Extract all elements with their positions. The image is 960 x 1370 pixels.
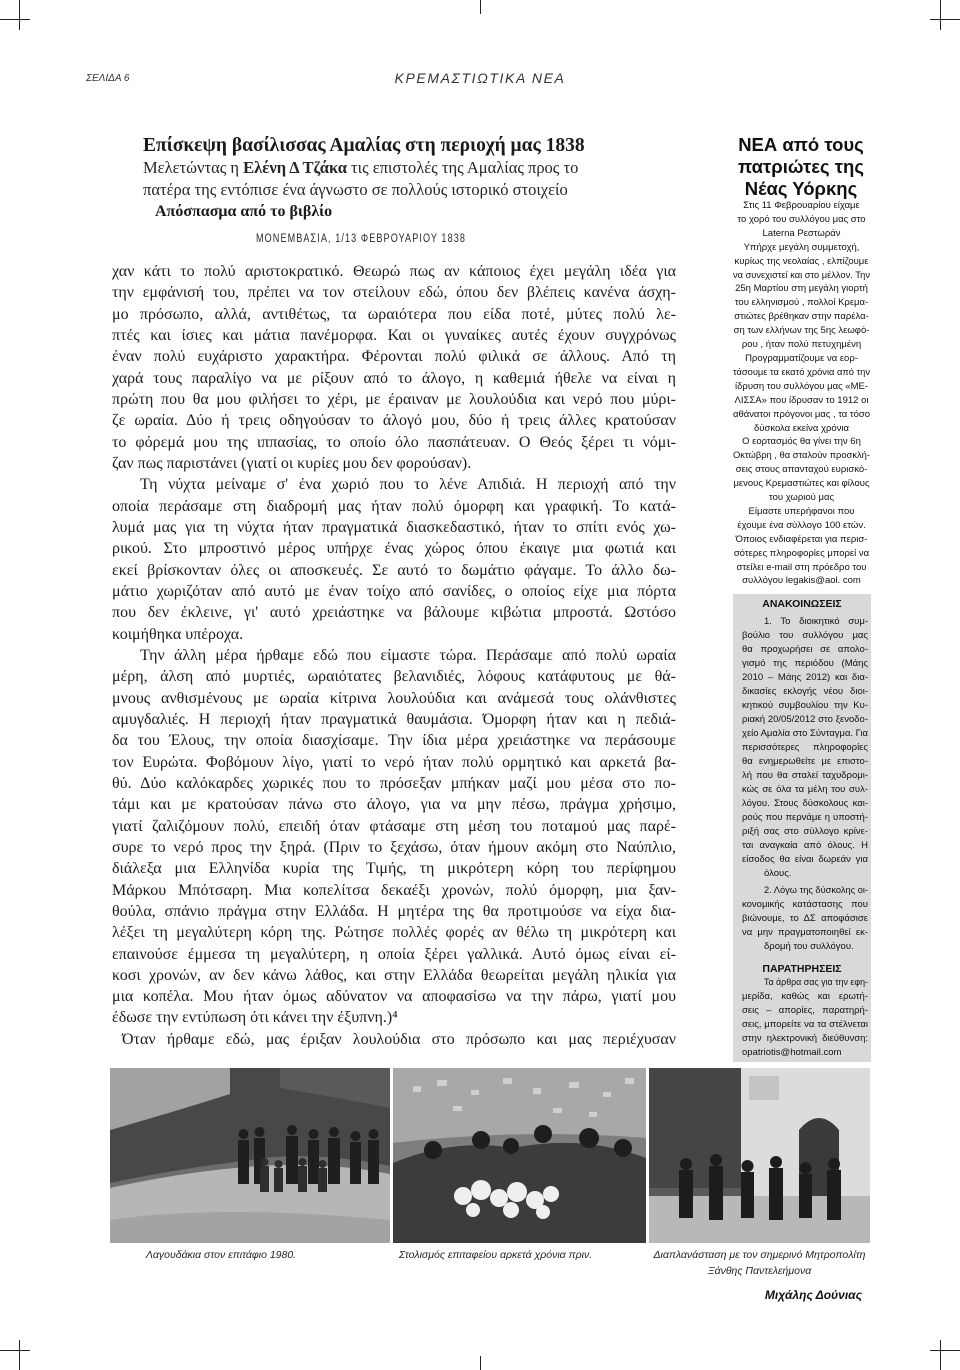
article-body-line: χαρά τους παραλίγο να με ρίξουν από το άλογο, η καθεμιά ήθελε να είναι η [112,369,676,387]
article-body-line: κοιμήθηκα υπέροχα. [112,625,244,643]
article-body-line: οποία περάσαμε στη διαδρομή μας ήταν πολύ όμορφη και γραφική. Το κατά- [112,497,676,515]
article-body-line: μάτιο χωριζόταν από αυτό με έναν τοίχο από σανίδες, ο οποίος είχε μια πόρτα [112,582,676,600]
crop-mark [940,0,941,30]
announcement-line: κώς σε όλα τα μέλη του συλ- [742,784,868,795]
announcement-line: ται αναγκαία από όλους. Η [742,840,868,851]
article-body-line: διάλεξα μια Ελληνίδα κυρία της Τιμής, τη μικρότερη κόρη του περίφημου [112,860,676,878]
news-line: αθάνατοι πρόγονοι μας , τα τόσο [733,408,871,420]
article-body-line: γιατί ζαλιζόμουν πολύ, επειδή όταν φτάσαμε στη μέση του ποταμού μας παρέ- [112,817,677,835]
crop-mark [19,1340,20,1370]
article-body-line: μέρη, άλση από μυρτιές, ωραιότατες βελανιδιές, λόφους κατάφυτους με θά- [112,668,676,686]
article-body-line: την εμφάνισή του, πρέπει να τον στείλουν εδώ, όπου δεν βλέπεις κανένα άσχη- [112,284,677,302]
page-number: ΣΕΛΙΔΑ 6 [86,73,130,84]
news-line: Είμαστε υπερήφανοι που [748,505,855,517]
news-line: μενους Κρεμαστιώτες και φίλους [733,478,870,490]
intro-suffix: τις επιστολές της Αμαλίας προς το [346,158,579,177]
announcement-line: περισσότερες πληροφορίες [742,742,868,753]
news-line: συλλόγου legakis@aol. com [742,575,861,587]
article-body-line: ζε ωραία. Δύο ή τρεις οδηγούσαν το άλογό μου, δύο ή τρεις άλλες κρατούσαν [112,412,676,430]
remarks-line: Τα άρθρα σας για την εφη- [764,977,868,988]
article-body-line: τάμι και με κρατούσαν πάνω στο άλογο, για να μην πέσω, πράγμα χρήσιμο, [112,796,677,814]
sidebar-news [733,199,870,588]
article-body-line: έδωσε την εντύπωση ότι κάνει την έξυπνη.)⁴ [112,1009,398,1027]
article-body-line: το φόρεμά μου της ιππασίας, το οποίο όλο πασπάτευαν. Ο Θεός ξέρει τι νόμι- [112,433,676,451]
photo-church-blessing-image [649,1068,870,1243]
announcement-line: κονομικής κατάστασης που [742,899,868,910]
announcement-item [742,615,868,881]
article-body-line: έναν πολύ ευχάριστο χαρακτήρα. Φέρονται πολύ φιλικά σε άλλους. Από τη [112,348,676,366]
article-body-line: πρώτη που θα μου φιλήσει το χέρι, με έραιναν με λουλούδια και νερό που μύρι- [112,390,677,408]
article-intro-line [143,157,635,179]
article-body-line: θούλα, σπάνιο πράγμα στην Ελλάδα. Η μητέρα της θα προτιμούσε να είχα δια- [112,902,676,920]
announcement-line: 2. Λόγω της δύσκολης οι- [764,885,869,896]
news-line: Ο εορτασμός θα γίνει την 6η [742,436,861,448]
crop-mark [0,1350,30,1351]
sidebar-heading-line: ΝΕΑ από τους [738,134,864,155]
author-of-study: Ελένη Δ Τζάκα [243,158,347,177]
news-line: ρου , ήταν πολύ πετυχημένη [741,339,862,351]
article-body-line: κοσι χρονών, αν δεν κάνω λάθος, και στην Ελλάδα θεωρείται μεγάλη ηλικία για [112,966,677,984]
crop-mark [0,19,30,20]
article-body-line: τον Ευρώτα. Φοβόμουν λίγο, γιατί το νερό ήταν πολύ ορμητικό και αρκετά βα- [112,753,676,771]
announcement-line: γισμό της περιόδου (Μάης [742,658,868,669]
article-body-line: μνους ανθισμένους με ωραία κίτρινα λουλούδια και ανάμεσά τους ολάνθιστες [112,689,676,707]
news-line: Προγραμματίζουμε να εορ- [745,352,858,364]
article-body-line: ζαν πως παριστάνει (γιατί οι κυρίες μου δεν φορούσαν). [112,454,472,472]
news-line: Όποιος ενδιαφέρεται για περισ- [735,533,868,545]
news-line: Υπήρχε μεγάλη συμμετοχή, [743,241,860,253]
article-body-line: αμυγδαλιές. Η περιοχή ήταν πραγματικά θαυμάσια. Όμορφη ήταν και η πεδιά- [112,710,676,728]
news-line: ΛΙΣΣΑ» που ίδρυσαν το 1912 οι [734,394,869,406]
news-line: στιώτες βρέθηκαν στην παρέλα- [734,311,869,323]
photo-caption [649,1247,870,1279]
article-body-line: χαν κάτι το πολύ αριστοκρατικό. Θεωρώ πως αν κάποιος έχει μεγάλη ιδέα για [112,263,677,280]
remarks-line: στην ηλεκτρονική διεύθυνση: [742,1033,869,1044]
article-body-line: λέξει τη μεγαλύτερη κόρη της. Ρώτησε πολλές φορές αν θέλω τη μικρότερη και [112,924,676,942]
article-body-line: που δεν έκλεινε, γι' αυτό χρειάστηκε να βάλουμε κιβώτια μπροστά. Ωστόσο [112,604,676,622]
photo-caption-line: Διαπλανάσταση με τον σημερινό Μητροπολίτη [653,1249,866,1261]
announcement-item [742,884,868,954]
article-title: Επίσκεψη βασίλισσας Αμαλίας στη περιοχή μας 1838 [143,135,585,156]
announcements-heading: ΑΝΑΚΟΙΝΩΣΕΙΣ [762,598,842,610]
crop-mark [930,19,960,20]
news-line: κυρίως της νεολαίας , ελπίζουμε [734,255,869,267]
news-line: να συνεχιστεί και στο μέλλον. Την [733,269,870,281]
crop-mark [480,0,481,14]
sidebar-heading-line: πατριώτες της [738,156,864,177]
photo-church-blessing [649,1068,870,1243]
article-body-line: συρε το νερό προς την ξηρά. (Πριν το ξεχάσω, όταν ήμουν ακόμη στο Ναύπλιο, [112,838,677,856]
photo-epitaph-flowers-image [393,1068,646,1243]
announcement-line: δικασίες εκλογής νέου διοι- [742,686,868,697]
news-line: του ελληνισμού , πολλοί Κρεμα- [734,297,869,309]
photo-road-group [110,1068,390,1243]
article-body-line: θύ. Δύο καλόκαρδες χωρικές που το πρόσεξαν μπήκαν μαζί μου μέσα στο πο- [112,774,676,792]
announcement-line: βιώνουμε, το ΔΣ αποφάσισε [742,913,868,924]
announcement-line: χείο Αμαλία στο Σύνταγμα. Για [742,728,868,739]
dateline: ΜΟΝΕΜΒΑΣΙΑ, 1/13 ΦΕΒΡΟΥΑΡΙΟΥ 1838 [256,233,467,245]
article-body-line: ρικού. Στο μπροστινό μέρος υπήρχε ένας χώρος όπου έκαιγε μια φωτιά και [112,540,676,558]
announcement-line: ρούς που περνάμε η υποστή- [742,812,868,823]
remarks-line: μερίδα, καθώς και ερωτή- [742,991,868,1002]
news-line: έχουμε ένα σύλλογο 100 ετών. [737,519,866,531]
announcement-line: να μην πραγματοποιηθεί εκ- [742,927,868,938]
article-body-line: επαινούσε έμμεσα τη μεγαλύτερη, η οποία ξέρει γαλλικά. Αυτό όμως είναι εί- [112,945,676,963]
news-line: 25η Μαρτίου στη μεγάλη γιορτή [735,283,868,295]
photo-caption-line: Λαγουδάκια στον επιτάφιο 1980. [145,1249,297,1261]
news-line: ση των ελλήνων της 5ης λεωφό- [733,325,870,337]
article-body-line: μια κοπέλα. Μου ήταν όμως αδύνατον να αποφασίσω να την πάρω, γιατί μου [112,988,676,1006]
article-body-line: Μάρκου Μπότσαρη. Μια κοπελίτσα δεκαέξι χρονών, πολύ όμορφη, μια ξαν- [112,881,676,899]
announcement-line: όλους. [764,868,792,879]
crop-mark [480,1356,481,1370]
crop-mark [19,0,20,30]
news-line: δύσκολα εκείνα χρόνια [753,422,850,434]
announcement-line: λή που θα σταλεί ταχυδρομι- [742,770,868,781]
article-body-line: Την άλλη μέρα ήρθαμε εδώ που είμαστε τώρα. Περάσαμε από πολύ ωραία [140,646,676,664]
remarks-line: σεις, μπορείτε να τα στέλνεται [742,1019,868,1030]
photo-road-group-image [110,1068,390,1243]
announcements-box [733,594,871,1062]
excerpt-label: Απόσπασμα από το βιβλίο [155,203,333,220]
news-line: σεις στους απανταχού ευρισκό- [735,464,868,476]
news-line: σότερες πληροφορίες μπορεί να [733,547,870,559]
news-line: το χορό του συλλόγου μας στο [737,213,866,225]
sidebar-heading [731,134,871,200]
article-body-line: πτές και ίσιες και μάτια πανέμορφα. Και οι γυναίκες αυτές έχουν συγχρόνως [112,326,676,344]
newspaper-title: ΚΡΕΜΑΣΤΙΩΤΙΚΑ ΝΕΑ [394,70,566,86]
announcement-line: 2010 – Μάης 2012) και δια- [742,672,868,683]
photo-caption [393,1247,598,1263]
photo-epitaph-flowers [393,1068,646,1243]
announcement-line: δρομή του συλλόγου. [764,941,854,952]
news-line: στείλει e-mail στη πρόεδρο του [736,561,867,573]
photo-caption-line: Στολισμός επιταφείου αρκετά χρόνια πριν. [398,1249,593,1261]
crop-mark [930,1350,960,1351]
remarks-line: σεις – απορίες, παρατηρή- [742,1005,868,1016]
announcement-line: κητικού συμβουλίου την Κυ- [742,700,868,711]
article-body-line: Τη νύχτα μείναμε σ' ένα χωριό που το λένε Απιδιά. Η περιοχή από την [140,476,676,494]
article-body-line: Όταν ήρθαμε εδώ, μας έριξαν λουλούδια στο πρόσωπο και μας περιέχυσαν [122,1030,676,1048]
announcement-line: βούλιο του συλλόγου μας [742,630,868,641]
article-intro-line: πατέρα της εντόπισε ένα άγνωστο σε πολλούς ιστορικό στοιχείο [143,180,568,199]
announcement-line: είσοδος θα είναι δωρεάν για [742,854,868,865]
intro-prefix: Μελετώντας η [143,158,244,177]
announcement-line: λόγου. Στους δύσκολους και- [742,798,868,809]
article-body [112,261,676,1050]
photo-caption [110,1247,332,1263]
news-line: του χωριού μας [768,492,835,504]
crop-mark [940,1340,941,1370]
remarks-heading: ΠΑΡΑΤΗΡΗΣΕΙΣ [762,963,842,975]
photo-caption-line: Ξάνθης Παντελεήμονα [707,1265,812,1277]
article-body-line: δα του Έλους, την οποία διασχίσαμε. Την ίδια μέρα χρειάστηκε να περάσουμε [112,732,676,750]
announcement-line: θα ενημερωθείτε με επιστο- [742,756,868,767]
news-line: Laterna Ρεστωράν [762,227,841,239]
announcement-line: ριξή σας στο σύλλογο κρίνε- [742,826,869,837]
article-author: Μιχάλης Δούνιας [764,1288,862,1302]
news-line: Στις 11 Φεβρουαρίου είχαμε [743,200,860,211]
sidebar-heading-line: Νέας Υόρκης [744,178,858,199]
announcement-line: ριακή 20/05/2012 στο ξενοδο- [742,714,868,725]
announcement-line: θα προχωρήσει σε απολο- [742,644,868,655]
news-line: Οκτώβρη , θα σταλούν προσκλή- [733,450,871,462]
remarks-text [742,976,868,1060]
announcement-line: 1. Το διοικητικό συμ- [764,616,868,627]
article-body-line: μο πρόσωπο, αλλά, αντιθέτως, τα ωραιότερα που είδα ποτέ, μύτες πολύ λε- [112,305,676,323]
article-body-line: εκεί βρίσκονταν όλες οι αποσκευές. Σε αυτό το δωμάτιο φάγαμε. Το άλλο δω- [112,561,676,579]
news-line: τάσουμε τα εκατό χρόνια από την [733,366,871,378]
article-body-line: λυμά μας για τη νύχτα ήταν πραγματικά διασκεδαστικό, ήταν το σπίτι ενός χω- [112,518,677,536]
news-line: ίδρυση του συλλόγου μας «ΜΕ- [735,380,868,392]
remarks-line: opatriotis@hotmail.com [742,1047,842,1058]
